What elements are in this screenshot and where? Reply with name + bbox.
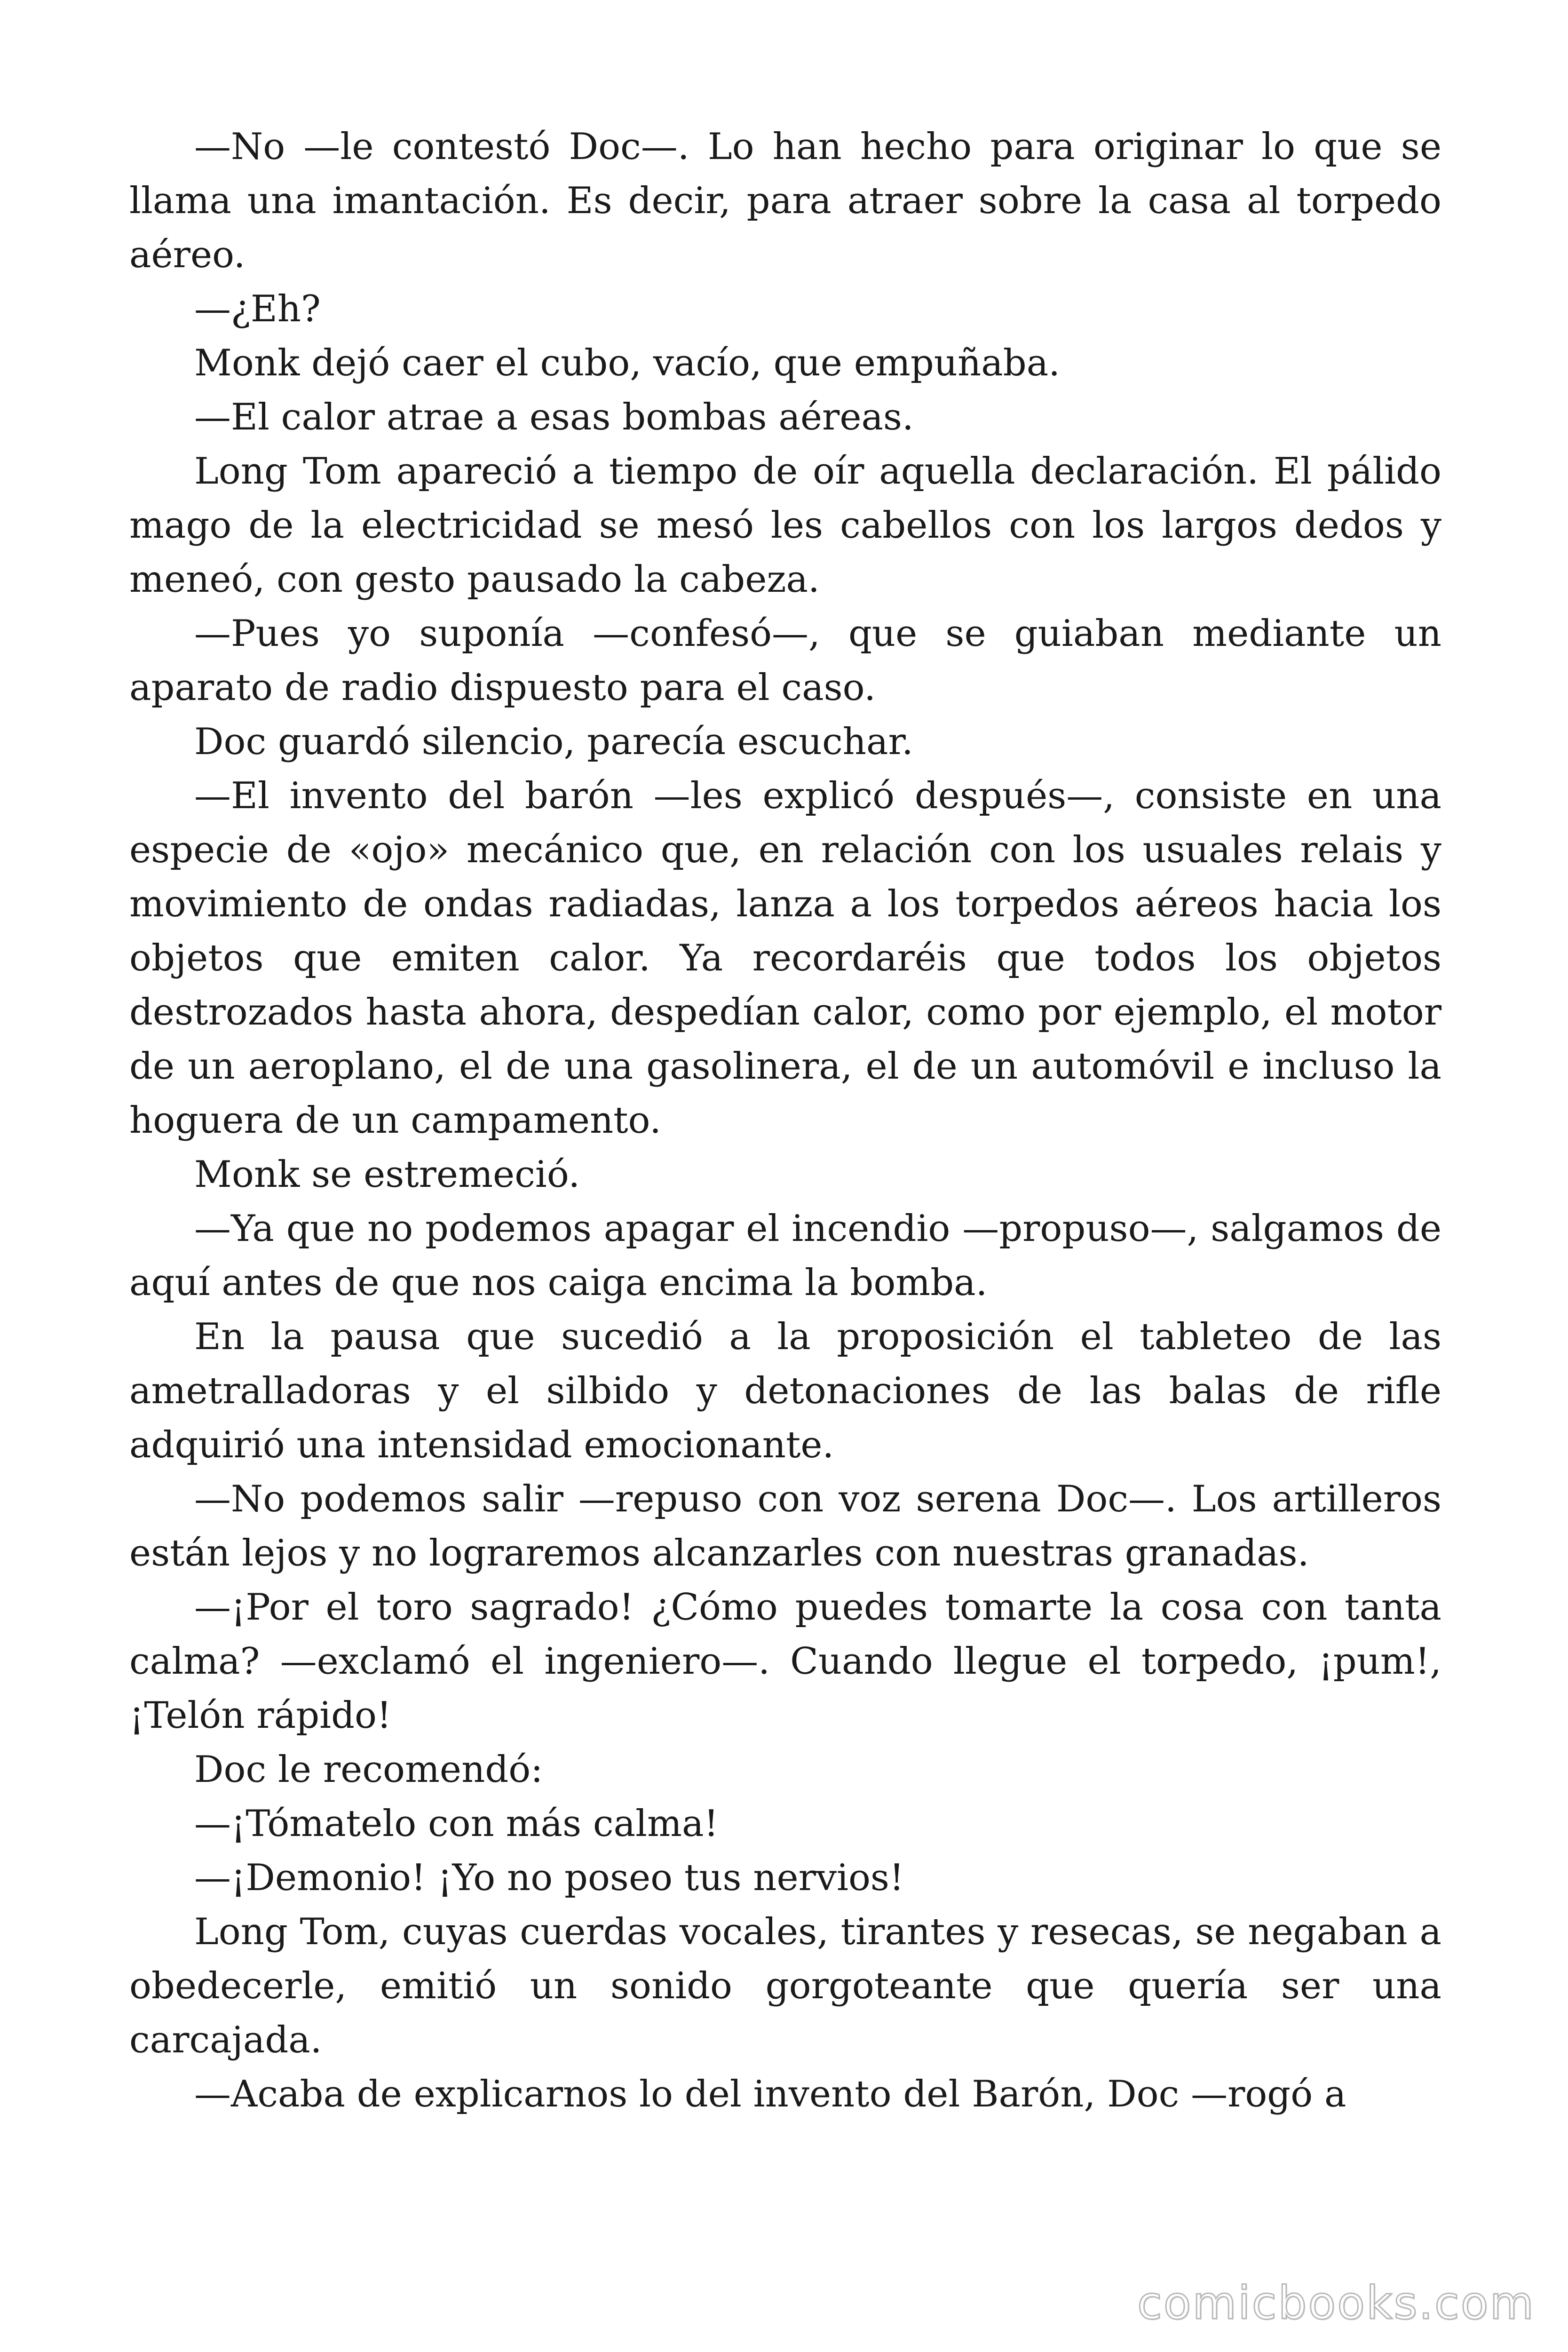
paragraph: —¡Demonio! ¡Yo no poseo tus nervios!: [194, 1857, 904, 1899]
paragraph: En la pausa que sucedió a la proposición el tableteo de las ametralladoras y el silbido y detonaciones de las balas de rifle adquirió una intensidad emocionante.: [129, 1316, 1441, 1466]
paragraph: —Ya que no podemos apagar el incendio —propuso—, salgamos de aquí antes de que nos caiga encima la bomba.: [129, 1208, 1441, 1304]
body-text: [129, 120, 1441, 2122]
watermark: comicbooks.com: [1137, 2277, 1535, 2329]
paragraph: Monk dejó caer el cubo, vacío, que empuñaba.: [194, 342, 1060, 384]
paragraph: Doc le recomendó:: [194, 1748, 543, 1791]
paragraph: Long Tom, cuyas cuerdas vocales, tirantes y resecas, se negaban a obedecerle, emitió un sonido gorgoteante que quería ser una carcajada.: [129, 1911, 1441, 2061]
paragraph: —El invento del barón —les explicó después—, consiste en una especie de «ojo» mecánico que, en relación con los usuales relais y movimiento de ondas radiadas, lanza a los torpedos aéreos hacia los objetos que emiten calor. Ya recordaréis que todos los objetos destrozados hasta ahora, despedían calor, como por ejemplo, el motor de un aeroplano, el de una gasolinera, el de un automóvil e incluso la hoguera de un campamento.: [129, 775, 1441, 1142]
paragraph: Long Tom apareció a tiempo de oír aquella declaración. El pálido mago de la electricidad se mesó les cabellos con los largos dedos y meneó, con gesto pausado la cabeza.: [129, 450, 1441, 601]
paragraph: Monk se estremeció.: [194, 1153, 580, 1196]
paragraph: —¡Tómatelo con más calma!: [194, 1803, 719, 1845]
paragraph: —No podemos salir —repuso con voz serena Doc—. Los artilleros están lejos y no lograremos alcanzarles con nuestras granadas.: [129, 1478, 1441, 1574]
paragraph: —Pues yo suponía —confesó—, que se guiaban mediante un aparato de radio dispuesto para el caso.: [129, 612, 1441, 709]
paragraph: Doc guardó silencio, parecía escuchar.: [194, 721, 913, 763]
paragraph: —Acaba de explicarnos lo del invento del Barón, Doc —rogó a: [194, 2073, 1346, 2115]
paragraph: —El calor atrae a esas bombas aéreas.: [194, 396, 914, 438]
paragraph: —No —le contestó Doc—. Lo han hecho para originar lo que se llama una imantación. Es decir, para atraer sobre la casa al torpedo aéreo.: [129, 126, 1441, 276]
paragraph: —¡Por el toro sagrado! ¿Cómo puedes tomarte la cosa con tanta calma? —exclamó el ingeniero—. Cuando llegue el torpedo, ¡pum!, ¡Telón rápido!: [129, 1586, 1441, 1737]
paragraph: —¿Eh?: [194, 288, 321, 330]
